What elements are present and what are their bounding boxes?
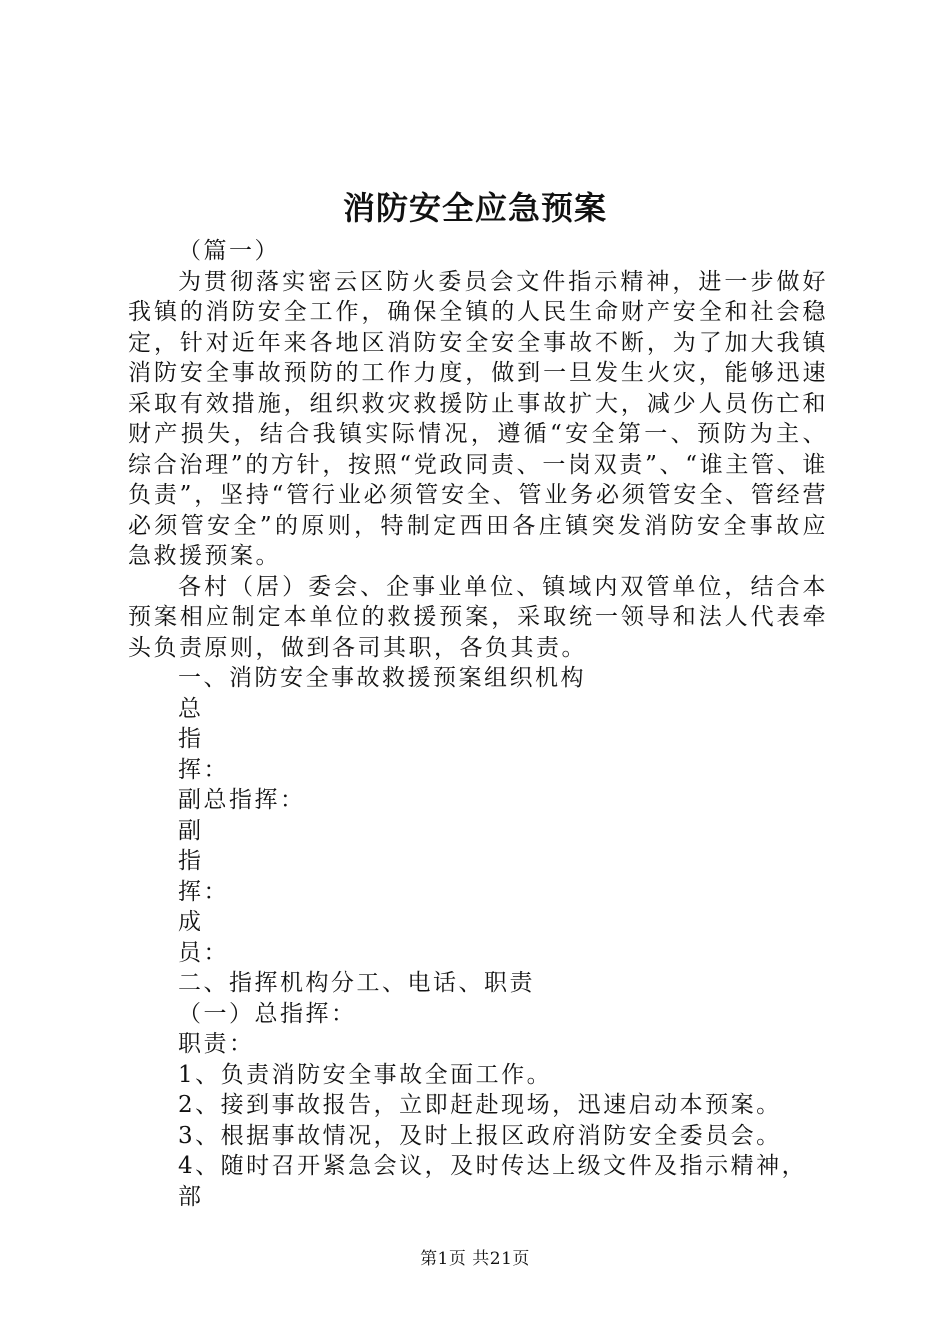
org-line: 总 (178, 695, 204, 722)
paragraph: 为贯彻落实密云区防火委员会文件指示精神，进一步做好我镇的消防安全工作，确保全镇的人民生命财产安全和社会稳定，针对近年来各地区消防安全安全事故不断，为了加大我镇消防安全事故预防的工作力度，做到一旦发生火灾，能够迅速采取有效措施，组织救灾救援防止事故扩大，减少人员伤亡和财产损失，结合我镇实际情况，遵循“安全第一、预防为主、综合治理”的方针，按照“党政同责、一岗双责”、“谁主管、谁负责”，坚持“管行业必须管安全、管业务必须管安全、管经营必须管安全”的原则，特制定西田各庄镇突发消防安全事故应急救援预案。 (128, 268, 828, 569)
document-title: 消防安全应急预案 (342, 189, 607, 227)
org-line: 副总指挥： (178, 787, 306, 813)
section-heading: 二、指挥机构分工、电话、职责 (178, 970, 535, 996)
page-number: 第1页 共21页 (420, 1249, 530, 1269)
sub-heading: （一）总指挥： (178, 1000, 357, 1027)
duty-item: 3、根据事故情况，及时上报区政府消防安全委员会。 (178, 1122, 782, 1149)
org-line: 挥： (178, 756, 229, 783)
org-line: 副 (178, 817, 204, 844)
org-line: 成 (178, 909, 204, 935)
duty-item: 4、随时召开紧急会议，及时传达上级文件及指示精神，部 (178, 1153, 808, 1210)
document-body (128, 236, 828, 1212)
duty-item: 1、负责消防安全事故全面工作。 (178, 1061, 553, 1088)
section-heading: 一、消防安全事故救援预案组织机构 (178, 665, 586, 691)
duty-item: 2、接到事故报告，立即赶赴现场，迅速启动本预案。 (178, 1092, 782, 1118)
section-subtitle: （篇一） (178, 238, 280, 264)
org-line: 挥： (178, 878, 229, 905)
org-line: 指 (178, 848, 204, 874)
org-line: 指 (178, 726, 204, 752)
duty-label: 职责： (178, 1031, 255, 1057)
org-line: 员： (178, 939, 229, 966)
paragraph: 各村（居）委会、企事业单位、镇域内双管单位，结合本预案相应制定本单位的救援预案，采取统一领导和法人代表牵头负责原则，做到各司其职，各负其责。 (128, 573, 828, 661)
